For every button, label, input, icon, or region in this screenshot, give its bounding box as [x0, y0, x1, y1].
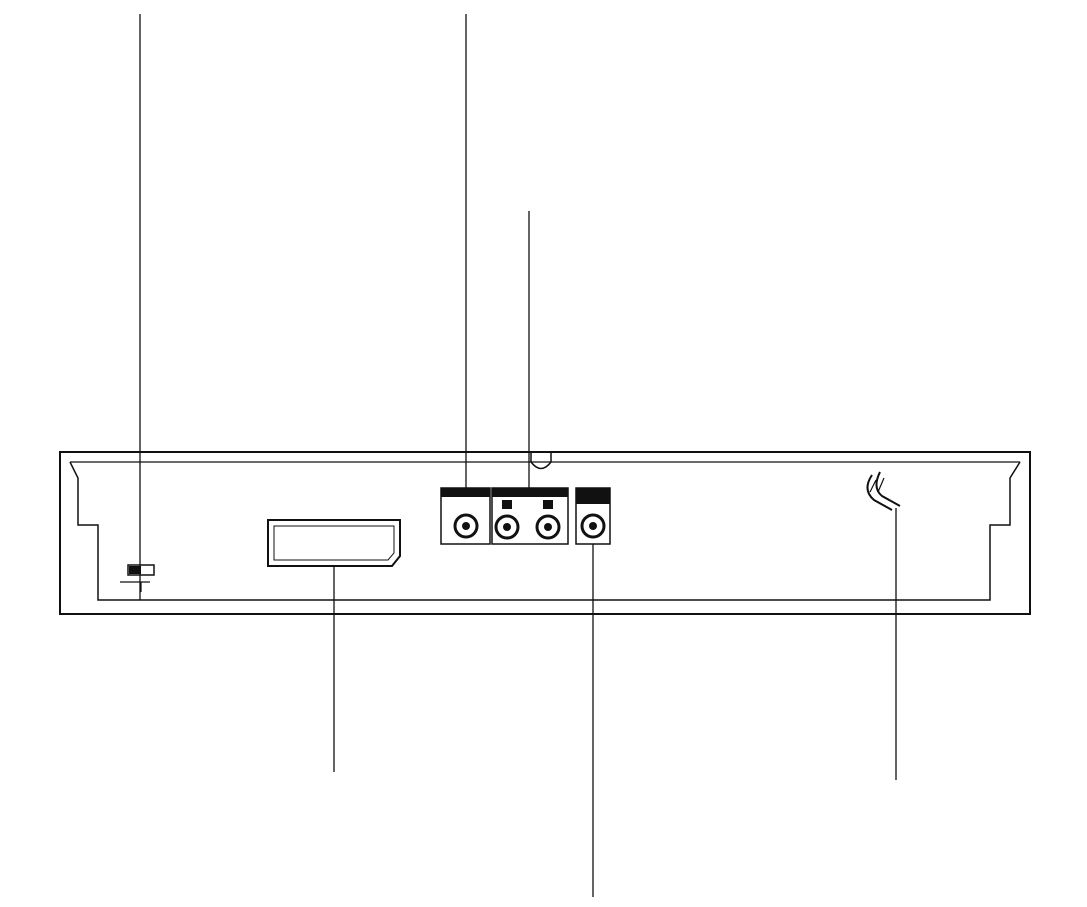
scart-connector	[268, 520, 400, 566]
video-out-group	[576, 488, 610, 544]
digital-out-group	[441, 488, 490, 544]
audio-out-group	[492, 488, 568, 544]
tv-system-switch	[120, 565, 154, 592]
ac-cord	[867, 472, 900, 510]
leader-lines	[140, 14, 896, 897]
